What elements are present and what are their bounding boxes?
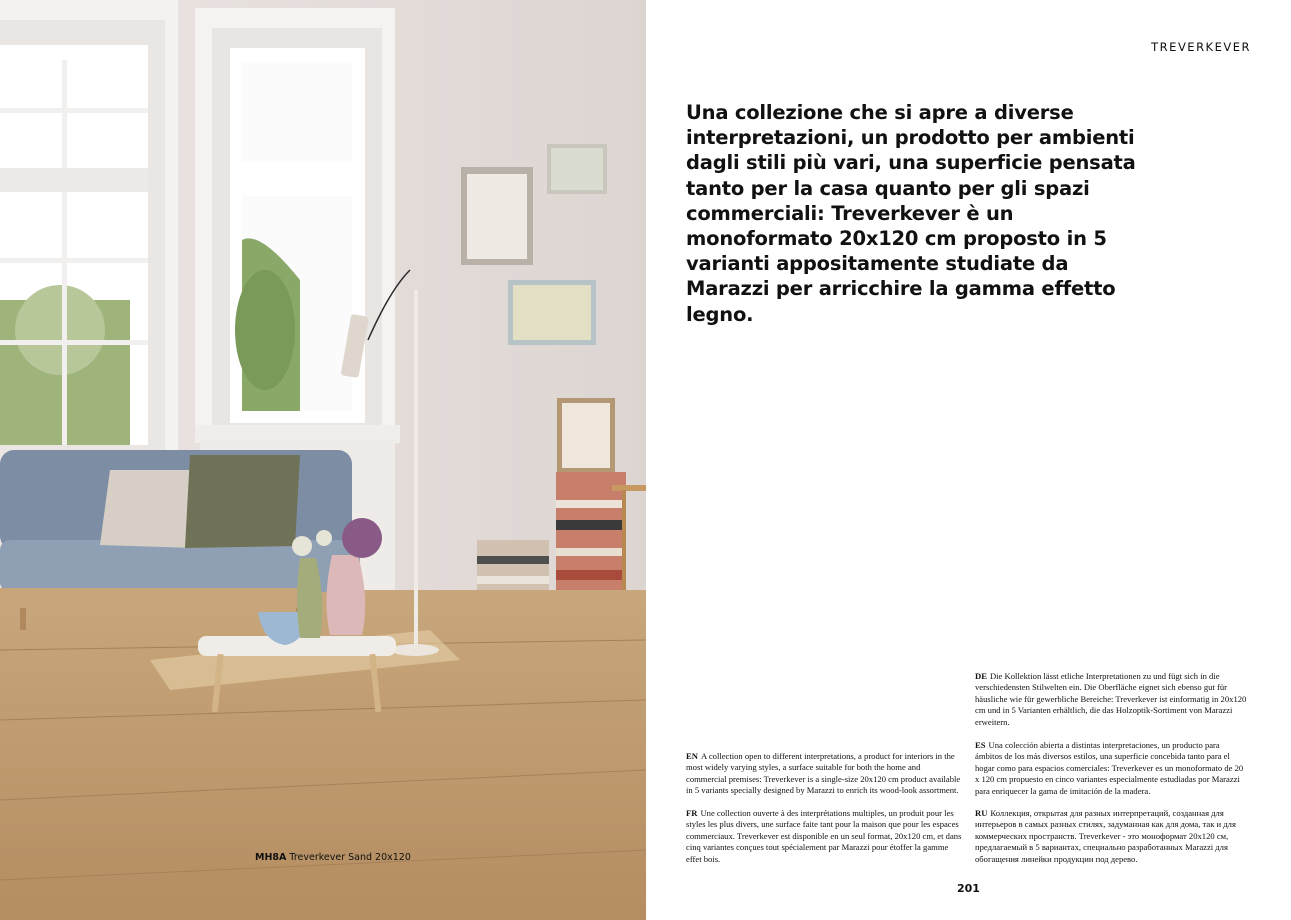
lang-code-de: DE [975,671,987,681]
paragraph-en [686,751,963,797]
paragraph-ru-text: Коллекция, открытая для разных интерпретаций, созданная для интерьеров в самых разных стилях, задуманная как для дома, так и для коммерческих пространств. Treverkever - это моноформат 20x120 см, предлагаемый в 5 вариантах, специально разработанных Marazzi для обогащения линейки продукции под дерево. [975,808,1236,864]
paragraph-en-text: A collection open to different interpretations, a product for interiors in the most widely varying styles, a surface suitable for both the home and commercial premises: Treverkever is a single-size 20x120 cm product available in 5 variants specially designed by Marazzi to enrich its wood-look assortment. [686,751,961,796]
paragraph-fr-text: Une collection ouverte à des interprétations multiples, un produit pour les styles les plus divers, une surface faite tant pour la maison que pour les espaces commerciaux. Treverkever est disponible en un seul format, 20x120 cm, et dans cinq variantes conçues tout spécialement par Marazzi pour étoffer la gamme effet bois. [686,808,962,864]
product-name: Treverkever Sand 20x120 [289,852,411,863]
paragraph-ru [975,808,1247,865]
product-code: MH8A [255,852,287,863]
text-page [646,0,1291,920]
paragraph-es-text: Una colección abierta a distintas interpretaciones, un producto para ámbitos de los más diversos estilos, una superficie concebida tanto para el hogar como para espacios comerciales: Treverkever es un monoformato de 20 x 120 cm propuesto en cinco variantes especialmente estudiadas por Marazzi para enriquecer la gama de imitación de la madera. [975,740,1244,796]
lang-code-es: ES [975,740,986,750]
paragraph-de-text: Die Kollektion lässt etliche Interpretationen zu und fügt sich in die verschiedensten Stilwelten ein. Die Oberfläche eignet sich ebenso gut für häusliche wie für gewerbliche Bereiche: Treverkever ist einformatig in 20x120 cm und in 5 Varianten erhältlich, die das Holzoptik-Sortiment von Marazzi erweitern. [975,671,1247,727]
lang-code-ru: RU [975,808,988,818]
headline: Una collezione che si apre a diverse interpretazioni, un prodotto per ambienti dagli stili più vari, una superficie pensata tanto per la casa quanto per gli spazi commerciali: Treverkever è un monoformato 20x120 cm proposto in 5 varianti appositamente studiate da Marazzi per arricchire la gamma effetto legno. [686,101,1136,326]
paragraph-es [975,740,1247,797]
brand-title: TREVERKEVER [1151,40,1251,54]
page-number: 201 [957,882,980,895]
lang-code-fr: FR [686,808,698,818]
lang-code-en: EN [686,751,698,761]
paragraph-de [975,671,1247,728]
photo-caption [255,852,411,863]
paragraph-fr [686,808,963,865]
